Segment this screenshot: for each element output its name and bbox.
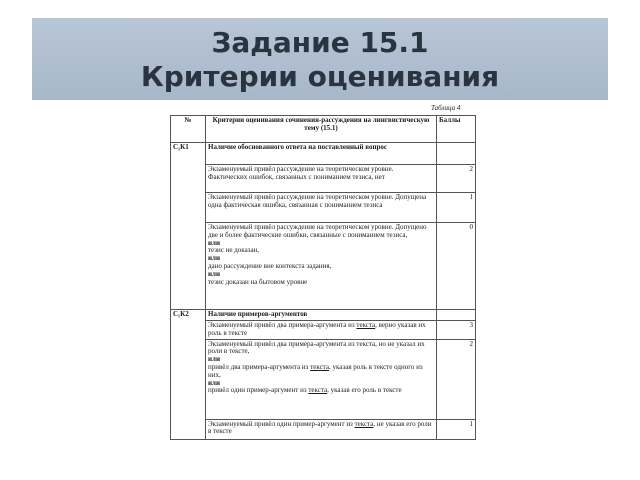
criterion-text <box>206 321 437 340</box>
criterion-text <box>206 223 437 310</box>
slide-title-line2: Критерии оценивания <box>140 60 500 93</box>
criterion-code-k1: С₁К1 <box>171 143 206 310</box>
criterion-text <box>206 339 437 419</box>
or-label: или <box>208 378 220 387</box>
criterion-text-part <box>208 387 434 395</box>
criterion-points: 1 <box>437 193 476 223</box>
table-label: Таблица 4 <box>431 104 461 112</box>
criterion-text <box>206 419 437 439</box>
or-label: или <box>208 355 220 364</box>
or-label: или <box>208 238 220 247</box>
table-row <box>171 143 476 165</box>
criterion-text-part: , верно указав их роль в тексте <box>208 321 426 337</box>
criterion-code-k2: С₁К2 <box>171 310 206 440</box>
criterion-points: 2 <box>437 165 476 193</box>
table-row <box>171 339 476 419</box>
criterion-text-part: Экзаменуемый привёл один пример-аргумент из <box>208 419 355 428</box>
table-row <box>171 193 476 223</box>
table-row <box>171 321 476 340</box>
underlined-word: текста <box>308 386 328 395</box>
header-num: № <box>171 116 206 143</box>
criterion-title-k1: Наличие обоснованного ответа на поставленный вопрос <box>206 143 437 165</box>
criterion-text-part: привёл один пример-аргумент из <box>208 386 309 395</box>
slide-title-line1: Задание 15.1 <box>211 26 429 59</box>
criterion-points: 0 <box>437 223 476 310</box>
criterion-text-part: , не указав его роли в тексте <box>208 419 432 436</box>
criterion-text-part <box>208 364 434 380</box>
criterion-text-part: тезис доказан на бытовом уровне <box>208 277 308 286</box>
criterion-text-part: Экзаменуемый привёл два примера-аргумента из текста, но не указал их роли в тексте, <box>208 339 425 356</box>
or-label: или <box>208 254 220 263</box>
header-criteria: Критерии оценивания сочинения-рассуждения на лингвистическую тему (15.1) <box>206 116 437 143</box>
empty-cell <box>437 310 476 321</box>
criterion-text-part: , указав его роль в тексте <box>327 386 402 395</box>
empty-cell <box>437 143 476 165</box>
table-row <box>171 419 476 439</box>
criterion-points: 3 <box>437 321 476 340</box>
criterion-points: 2 <box>437 339 476 419</box>
table-row <box>171 310 476 321</box>
criterion-text: Экзаменуемый привёл рассуждение на теоретическом уровне. Допущена одна фактическая ошибка, связанная с пониманием тезиса <box>206 193 437 223</box>
table-header-row <box>171 116 476 143</box>
table-row <box>171 223 476 310</box>
criterion-text-part: , указав роль в тексте одного из них, <box>208 362 423 379</box>
criterion-text-part: привёл два примера-аргумента из <box>208 362 311 371</box>
underlined-word: текста <box>310 362 329 371</box>
criterion-text-part: дано рассуждение вне контекста задания, <box>208 261 332 270</box>
criterion-text-part: Экзаменуемый привёл рассуждение на теоретическом уровне. Допущено две и более фактические ошибки, связанные с пониманием тезиса, <box>208 223 427 239</box>
table-row <box>171 165 476 193</box>
criterion-text-part: Экзаменуемый привёл два примера-аргумента из <box>208 321 357 329</box>
criterion-points: 1 <box>437 419 476 439</box>
criterion-text: Экзаменуемый привёл рассуждение на теоретическом уровне. Фактических ошибок, связанных с пониманием тезиса, нет <box>206 165 437 193</box>
header-points: Баллы <box>437 116 476 143</box>
underlined-word: текста <box>356 321 376 329</box>
criterion-title-k2: Наличие примеров-аргументов <box>206 310 437 321</box>
or-label: или <box>208 269 220 278</box>
underlined-word: текста <box>354 419 374 428</box>
criterion-text-part: тезис не доказан, <box>208 246 260 255</box>
title-banner <box>32 18 608 100</box>
criteria-table <box>170 115 476 440</box>
